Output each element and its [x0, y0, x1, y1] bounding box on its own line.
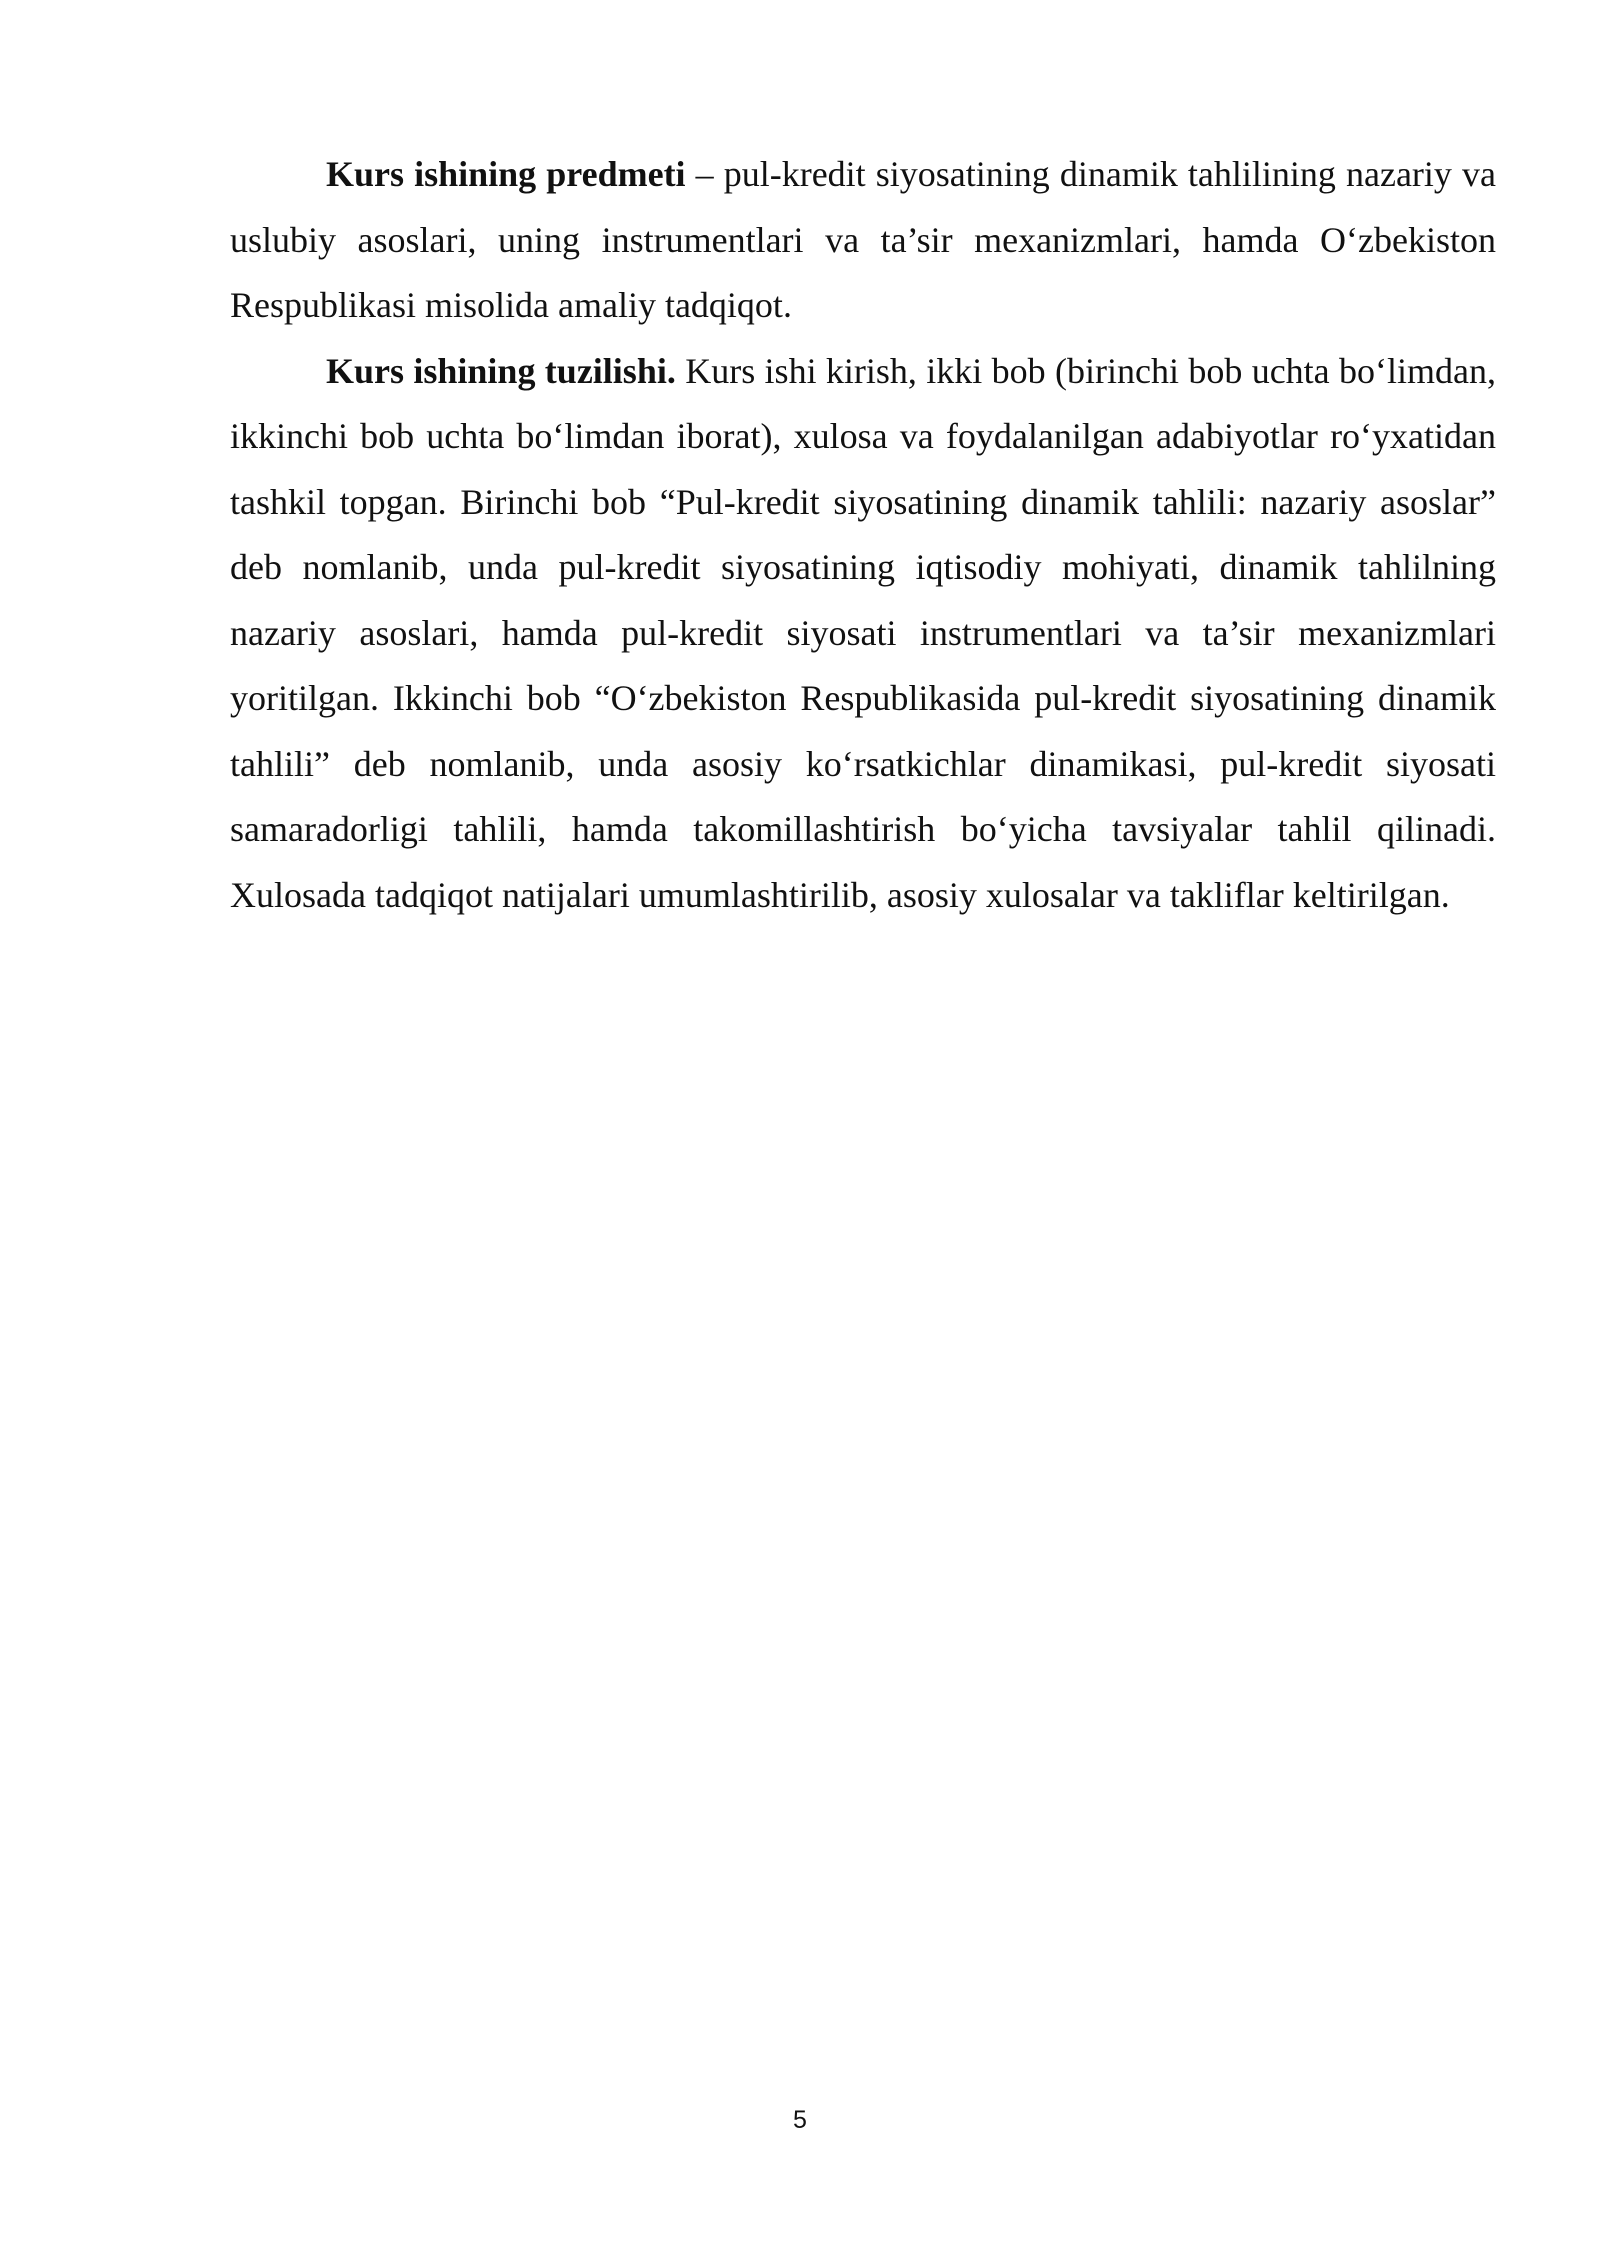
paragraph-text-structure: Kurs ishi kirish, ikki bob (birinchi bob uchta bo‘limdan, ikkinchi bob uchta bo‘limdan iborat), xulosa va foydalanilgan adabiyotlar ro‘yxatidan tashkil topgan. Birinchi bob “Pul-kredit siyosatining dinamik tahlili: nazariy asoslar” deb nomlanib, unda pul-kredit siyosatining iqtisodiy mohiyati, dinamik tahlilning nazariy asoslari, hamda pul-kredit siyosati instrumentlari va ta’sir mexanizmlari yoritilgan. Ikkinchi bob “O‘zbekiston Respublikasida pul-kredit siyosatining dinamik tahlili” deb nomlanib, unda asosiy ko‘rsatkichlar dinamikasi, pul-kredit siyosati samaradorligi tahlili, hamda takomillashtirish bo‘yicha tavsiyalar tahlil qilinadi. Xulosada tadqiqot natijalari umumlashtirilib, asosiy xulosalar va takliflar keltirilgan. — [230, 350, 1496, 915]
paragraph-text-subject: – pul-kredit siyosatining dinamik tahlilining nazariy va uslubiy asoslari, uning instrumentlari va ta’sir mexanizmlari, hamda O‘zbekiston Respublikasi misolida amaliy tadqiqot. — [230, 154, 1496, 325]
body-text — [230, 142, 1496, 928]
paragraph-structure — [230, 339, 1496, 929]
paragraph-lead-structure: Kurs ishining tuzilishi. — [326, 350, 676, 391]
page-number: 5 — [793, 2106, 807, 2134]
paragraph-lead-subject: Kurs ishining predmeti — [326, 154, 686, 194]
paragraph-subject — [230, 142, 1496, 339]
